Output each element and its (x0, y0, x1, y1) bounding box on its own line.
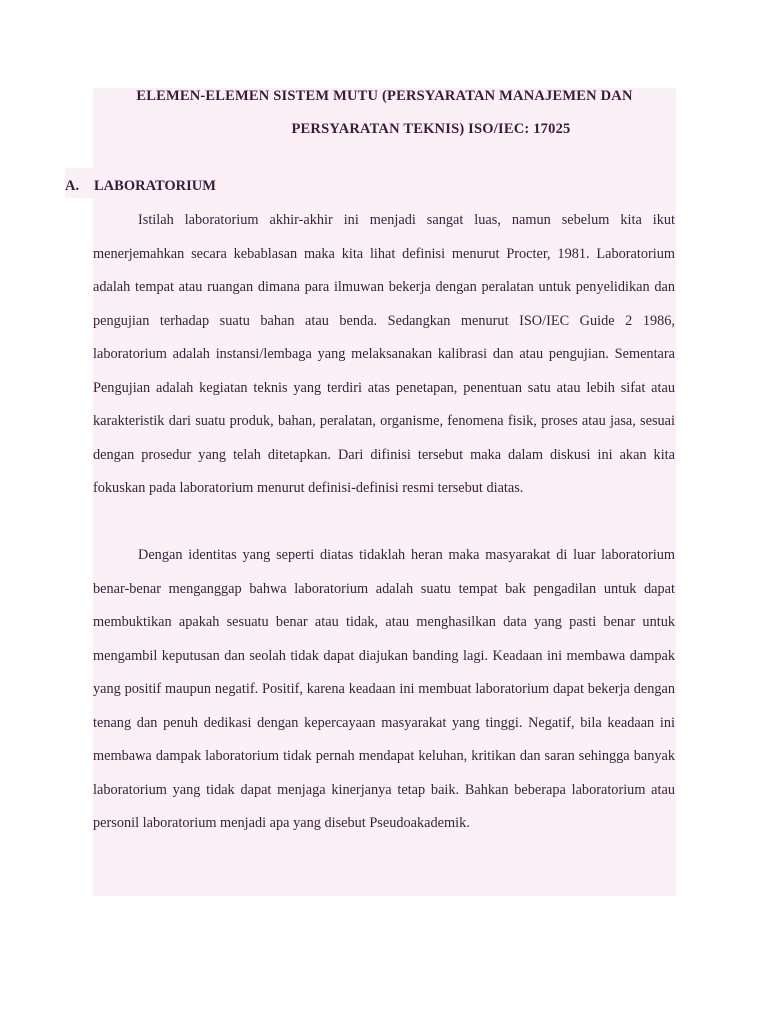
section-title: LABORATORIUM (94, 178, 216, 194)
document-title-line-1: ELEMEN-ELEMEN SISTEM MUTU (PERSYARATAN MANAJEMEN DAN (136, 88, 633, 104)
paragraph-1: Istilah laboratorium akhir-akhir ini menjadi sangat luas, namun sebelum kita ikut menerjemahkan secara kebablasan maka kita lihat definisi menurut Procter, 1981. Laboratorium adalah tempat atau ruangan dimana para ilmuwan bekerja dengan peralatan untuk penyelidikan dan pengujian terhadap suatu bahan atau benda. Sedangkan menurut ISO/IEC Guide 2 1986, laboratorium adalah instansi/lembaga yang melaksanakan kalibrasi dan atau pengujian. Sementara Pengujian adalah kegiatan teknis yang terdiri atas penetapan, penentuan satu atau lebih sifat atau karakteristik dari suatu produk, bahan, peralatan, organisme, fenomena fisik, proses atau jasa, sesuai dengan prosedur yang telah ditetapkan. Dari difinisi tersebut maka dalam diskusi ini akan kita fokuskan pada laboratorium menurut definisi-definisi resmi tersebut diatas. (93, 212, 675, 496)
section-heading (65, 178, 216, 195)
section-number: A. (65, 178, 80, 194)
paragraph-2: Dengan identitas yang seperti diatas tidaklah heran maka masyarakat di luar laboratorium benar-benar menganggap bahwa laboratorium adalah suatu tempat bak pengadilan untuk dapat membuktikan apakah sesuatu benar atau tidak, atau menghasilkan data yang pasti benar untuk mengambil keputusan dan seolah tidak dapat diajukan banding lagi. Keadaan ini membawa dampak yang positif maupun negatif. Positif, karena keadaan ini membuat laboratorium dapat bekerja dengan tenang dan penuh dedikasi dengan kepercayaan masyarakat yang tinggi. Negatif, bila keadaan ini membawa dampak laboratorium tidak pernah mendapat keluhan, kritikan dan saran sehingga banyak laboratorium yang tidak dapat menjaga kinerjanya tetap baik. Bahkan beberapa laboratorium atau personil laboratorium menjadi apa yang disebut Pseudoakademik. (93, 547, 675, 831)
document-title-line-2: PERSYARATAN TEKNIS) ISO/IEC: 17025 (291, 121, 571, 137)
